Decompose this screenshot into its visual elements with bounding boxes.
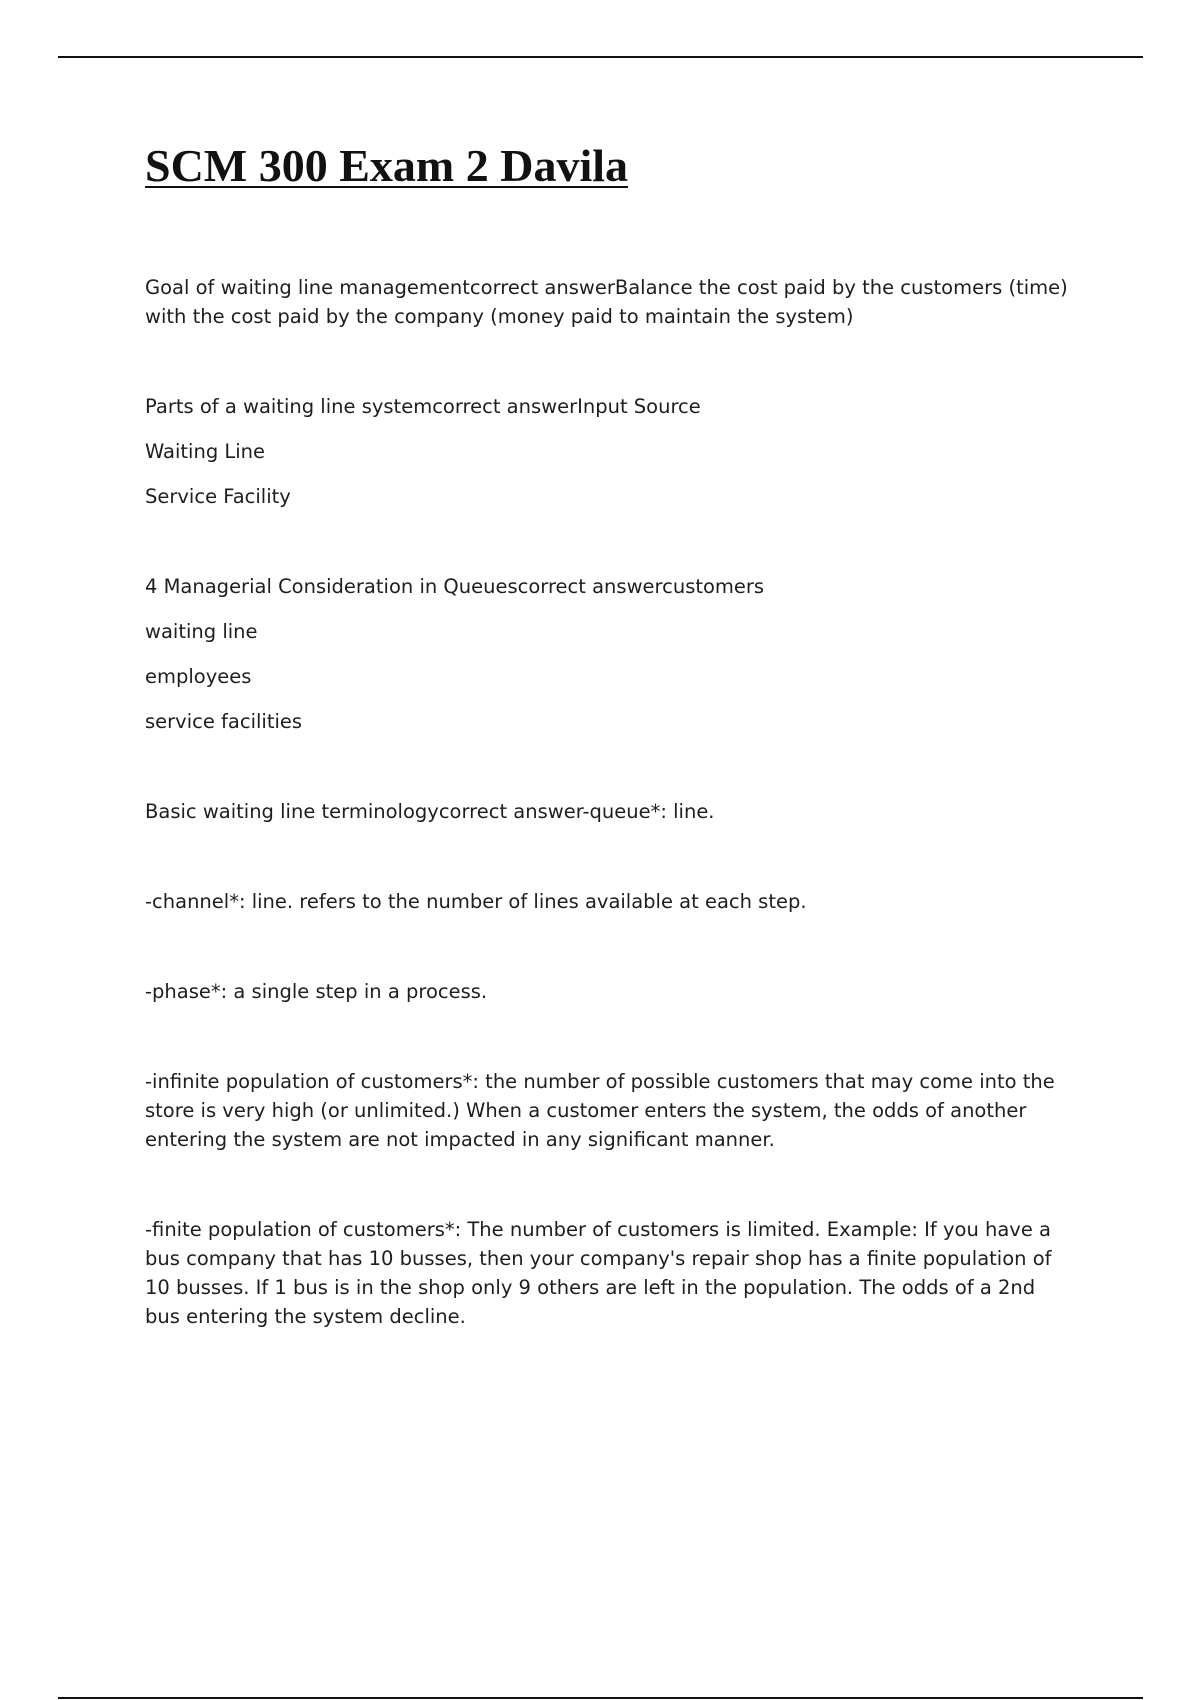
entry-infinite-population [145,1067,1075,1154]
entry-text: service facilities [145,709,303,733]
footer-rule [58,1697,1143,1699]
entry-text: -infinite population of customers*: the number of possible customers that may come into the store is very high (or unlimited.) When a customer enters the system, the odds of another entering the system are not impacted in any significant manner. [145,1069,1055,1151]
entry-text: -channel*: line. refers to the number of lines available at each step. [145,889,807,913]
document-title: SCM 300 Exam 2 Davila [145,140,628,191]
document-body [145,140,1075,1392]
entry-text: Service Facility [145,484,291,508]
entry-text: -phase*: a single step in a process. [145,979,488,1003]
entry-text: waiting line [145,619,258,643]
entry-finite-population [145,1215,1075,1331]
entry-basic-terminology [145,797,1075,826]
entry-text: Goal of waiting line managementcorrect answerBalance the cost paid by the customers (time) with the cost paid by the company (money paid to maintain the system) [145,275,1068,328]
entry-text: -finite population of customers*: The number of customers is limited. Example: If you have a bus company that has 10 busses, then your company's repair shop has a finite population of 10 busses. If 1 bus is in the shop only 9 others are left in the population. The odds of a 2nd bus entering the system decline. [145,1217,1052,1328]
header-rule [58,56,1143,58]
entry-text: Parts of a waiting line systemcorrect answerInput Source [145,394,701,418]
entry-text: Basic waiting line terminologycorrect answer-queue*: line. [145,799,715,823]
entry-text: employees [145,664,252,688]
entry-parts-of-waiting-line-system [145,392,1075,511]
entry-channel [145,887,1075,916]
entry-goal-of-waiting-line-management [145,273,1075,331]
entry-text: 4 Managerial Consideration in Queuescorrect answercustomers [145,574,765,598]
entry-managerial-considerations [145,572,1075,736]
entry-text: Waiting Line [145,439,266,463]
entry-phase [145,977,1075,1006]
